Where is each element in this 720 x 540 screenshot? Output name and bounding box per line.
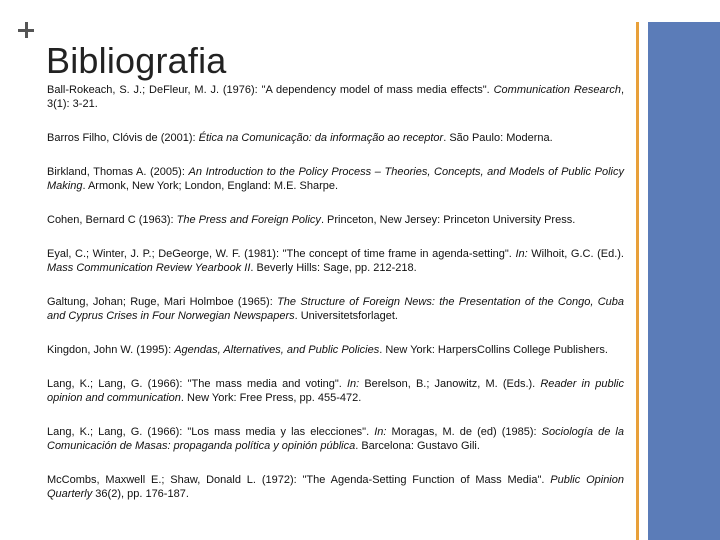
reference-italic: In: [346, 378, 360, 390]
reference-italic: Ética na Comunicação: da informação ao receptor [198, 132, 444, 144]
reference-italic: An Introduction to the Policy Process – Theories, Concepts, and Models of Public Policy Making [47, 166, 625, 192]
reference-text: Eyal, C.; Winter, J. P.; DeGeorge, W. F. (1981): "The concept of time frame in agenda-setting". [47, 248, 516, 260]
reference-italic: In: [515, 248, 528, 260]
reference-text: Kingdon, John W. (1995): [47, 344, 175, 356]
reference-item [47, 213, 624, 227]
reference-italic: Public Opinion Quarterly [47, 474, 624, 500]
reference-italic: Reader in public opinion and communication [47, 378, 624, 404]
reference-text: Cohen, Bernard C (1963): [47, 214, 177, 226]
accent-line [636, 22, 639, 540]
reference-text: Lang, K.; Lang, G. (1966): "Los mass media y las elecciones". [47, 426, 375, 438]
reference-item [47, 83, 624, 111]
reference-italic: Mass Communication Review Yearbook II [47, 262, 251, 274]
reference-item [47, 377, 624, 405]
reference-text: Ball-Rokeach, S. J.; DeFleur, M. J. (1976): "A dependency model of mass media effects". [47, 84, 494, 96]
reference-item [47, 473, 624, 501]
page-title: Bibliografia [46, 40, 227, 81]
reference-italic: Sociología de la Comunicación de Masas: propaganda política y opinión pública [47, 426, 624, 452]
reference-text: Birkland, Thomas A. (2005): [47, 166, 189, 178]
reference-text: McCombs, Maxwell E.; Shaw, Donald L. (1972): "The Agenda-Setting Function of Mass Media". [47, 474, 551, 486]
reference-text: . New York: HarpersCollins College Publishers. [379, 344, 608, 356]
reference-italic: The Structure of Foreign News: the Presentation of the Congo, Cuba and Cyprus Crises in Four Norwegian Newspapers [47, 296, 625, 322]
reference-text: Galtung, Johan; Ruge, Mari Holmboe (1965): [47, 296, 278, 308]
reference-item [47, 295, 624, 323]
reference-text: . Princeton, New Jersey: Princeton University Press. [320, 214, 576, 226]
reference-text: Moragas, M. de (ed) (1985): [386, 426, 542, 438]
reference-text: . Armonk, New York; London, England: M.E. Sharpe. [82, 180, 339, 192]
reference-text: . São Paulo: Moderna. [443, 132, 553, 144]
reference-item [47, 425, 624, 453]
reference-text: Lang, K.; Lang, G. (1966): "The mass media and voting". [47, 378, 347, 390]
reference-text: . Barcelona: Gustavo Gili. [355, 440, 480, 452]
plus-icon [18, 22, 36, 40]
reference-italic: The Press and Foreign Policy [176, 214, 321, 226]
reference-item [47, 131, 624, 145]
reference-item [47, 343, 624, 357]
accent-bar [648, 22, 720, 540]
reference-text: , 3(1): 3-21. [47, 84, 624, 110]
reference-text: . New York: Free Press, pp. 455-472. [180, 392, 362, 404]
reference-text: . Beverly Hills: Sage, pp. 212-218. [250, 262, 417, 274]
bibliography-list [47, 83, 624, 501]
reference-text: Berelson, B.; Janowitz, M. (Eds.). [359, 378, 541, 390]
reference-italic: In: [374, 426, 387, 438]
reference-italic: Communication Research [493, 84, 621, 96]
reference-text: Barros Filho, Clóvis de (2001): [47, 132, 199, 144]
reference-text: 36(2), pp. 176-187. [92, 488, 189, 500]
plus-icon-vertical [25, 22, 28, 38]
reference-item [47, 165, 624, 193]
reference-italic: Agendas, Alternatives, and Public Policies [174, 344, 380, 356]
reference-text: Wilhoit, G.C. (Ed.). [527, 248, 624, 260]
reference-text: . Universitetsforlaget. [294, 310, 398, 322]
reference-item [47, 247, 624, 275]
